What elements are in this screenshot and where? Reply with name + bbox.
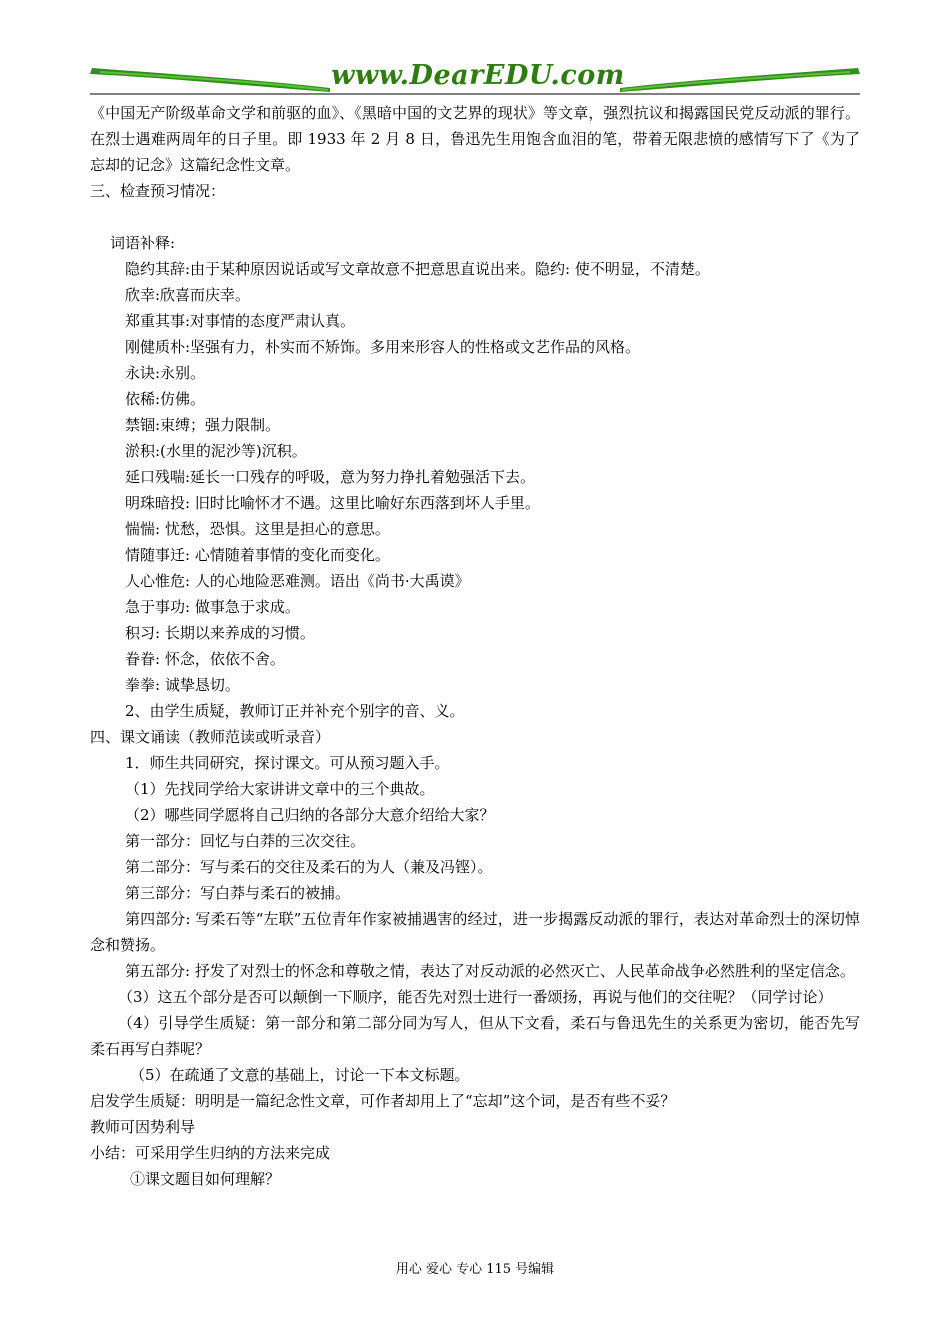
blank-line	[90, 204, 860, 230]
intro-paragraph: 《中国无产阶级革命文学和前驱的血》、《黑暗中国的文艺界的现状》等文章，强烈抗议和揭露国民党反动派的罪行。在烈士遇难两周年的日子里。即 1933 年 2 月 8 日，鲁迅先生用饱含血泪的笔，带着无限悲愤的感情写下了《为了忘却的记念》这篇纪念性文章。	[90, 104, 860, 174]
part-summary: 第五部分: 抒发了对烈士的怀念和尊敬之情，表达了对反动派的必然灭亡、人民革命战争必然胜利的坚定信念。	[125, 962, 855, 980]
page-footer: 用心 爱心 专心 115 号编辑	[395, 1262, 555, 1277]
summary-question: ①课文题目如何理解？	[130, 1170, 281, 1188]
vocab-item: 禁锢:束缚；强力限制。	[125, 416, 281, 434]
question-item: （1）先找同学给大家讲讲文章中的三个典故。	[125, 780, 435, 798]
vocab-item: 人心惟危: 人的心地险恶难测。语出《尚书·大禹谟》	[125, 572, 470, 590]
vocab-heading: 词语补释:	[110, 234, 176, 252]
document-body	[90, 100, 860, 1192]
vocab-item: 郑重其事:对事情的态度严肃认真。	[125, 312, 356, 330]
summary-note: 小结：可采用学生归纳的方法来完成	[90, 1144, 331, 1162]
section-heading-3: 三、检查预习情况：	[90, 182, 226, 200]
question-item: （4）引导学生质疑：第一部分和第二部分同为写人，但从下文看，柔石与鲁迅先生的关系更为密切，能否先写柔石再写白莽呢？	[90, 1014, 860, 1058]
discussion-prompt: 启发学生质疑：明明是一篇纪念性文章，可作者却用上了“忘却”这个词，是否有些不妥？	[90, 1092, 676, 1110]
numbered-item: 2、由学生质疑，教师订正并补充个别字的音、义。	[125, 702, 465, 720]
teacher-note: 教师可因势利导	[90, 1118, 196, 1136]
vocab-item: 淤积:(水里的泥沙等)沉积。	[125, 442, 307, 460]
part-summary: 第三部分：写白莽与柔石的被捕。	[125, 884, 351, 902]
header-banner	[90, 62, 860, 96]
part-summary: 第一部分：回忆与白莽的三次交往。	[125, 832, 366, 850]
vocab-item: 隐约其辞:由于某种原因说话或写文章故意不把意思直说出来。隐约: 使不明显，不清楚。	[125, 260, 710, 278]
vocab-item: 眷眷: 怀念，依依不舍。	[125, 650, 285, 668]
question-item: （3）这五个部分是否可以颠倒一下顺序，能否先对烈士进行一番颂扬，再说与他们的交往呢？（同学讨论）	[118, 988, 833, 1006]
vocab-item: 急于事功: 做事急于求成。	[125, 598, 300, 616]
vocab-item: 拳拳: 诚挚恳切。	[125, 676, 240, 694]
vocab-item: 惴惴: 忧愁，恐惧。这里是担心的意思。	[125, 520, 390, 538]
vocab-item: 刚健质朴:坚强有力，朴实而不矫饰。多用来形容人的性格或文艺作品的风格。	[125, 338, 641, 356]
question-item: （2）哪些同学愿将自己归纳的各部分大意介绍给大家？	[125, 806, 495, 824]
vocab-item: 情随事迁: 心情随着事情的变化而变化。	[125, 546, 390, 564]
question-item: （5）在疏通了文意的基础上，讨论一下本文标题。	[130, 1066, 470, 1084]
site-logo: www.DearEDU.com	[331, 60, 625, 91]
vocab-item: 永诀:永别。	[125, 364, 206, 382]
vocab-item: 积习: 长期以来养成的习惯。	[125, 624, 315, 642]
vocab-item: 依稀:仿佛。	[125, 390, 206, 408]
part-summary: 第二部分：写与柔石的交往及柔石的为人（兼及冯铿）。	[125, 858, 493, 876]
vocab-item: 延口残喘:延长一口残存的呼吸，意为努力挣扎着勉强活下去。	[125, 468, 536, 486]
vocab-item: 明珠暗投: 旧时比喻怀才不遇。这里比喻好东西落到坏人手里。	[125, 494, 540, 512]
section-heading-4: 四、课文诵读（教师范读或听录音）	[90, 728, 331, 746]
numbered-item: 1．师生共同研究，探讨课文。可从预习题入手。	[125, 754, 450, 772]
part-summary: 第四部分: 写柔石等“左联”五位青年作家被捕遇害的经过，进一步揭露反动派的罪行，表达对革命烈士的深切悼念和赞扬。	[90, 910, 860, 954]
vocab-item: 欣幸:欣喜而庆幸。	[125, 286, 251, 304]
